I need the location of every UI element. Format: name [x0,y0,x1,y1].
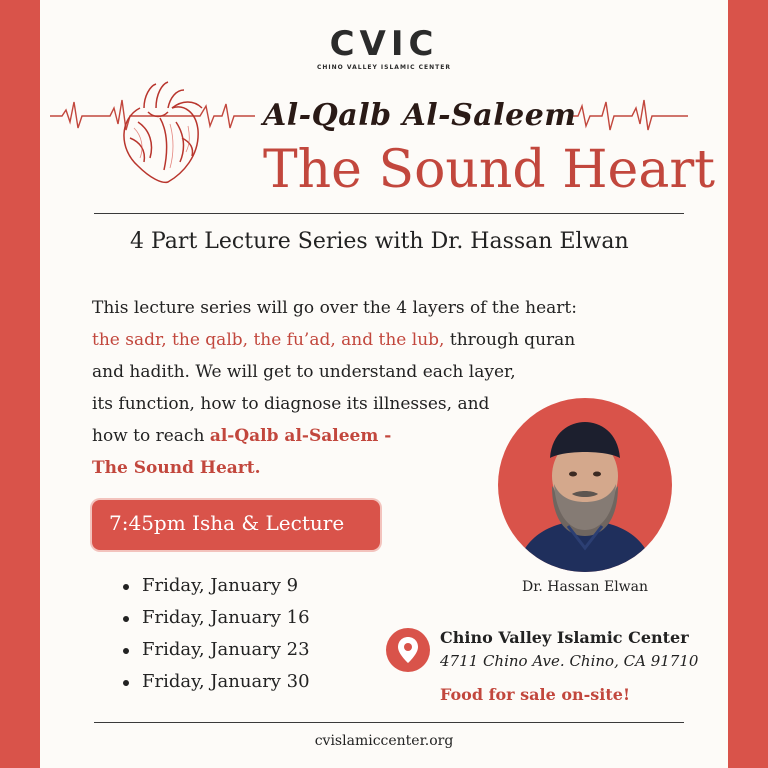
divider-bottom [94,722,684,723]
description-line: and hadith. We will get to understand each layer, [92,362,516,382]
logo-mark: CVIC [329,24,439,64]
heart-layers-text: the sadr, the qalb, the fu’ad, and the lub, [92,330,445,350]
series-subtitle: 4 Part Lecture Series with Dr. Hassan Elwan [130,229,629,254]
location-pin-icon [386,628,430,672]
series-script-title: Al-Qalb Al-Saleem [263,98,577,133]
venue-address: 4711 Chino Ave. Chino, CA 91710 [440,652,699,670]
speaker-photo [498,398,672,572]
list-item: Friday, January 9 [120,570,310,602]
cvic-logo [0,26,768,71]
highlight-text: al-Qalb al-Saleem - [209,426,392,446]
description-line: its function, how to diagnose its illnesses, and [92,394,490,414]
venue-name: Chino Valley Islamic Center [440,628,689,647]
description-line [92,324,612,356]
list-item: Friday, January 30 [120,666,310,698]
time-badge [92,500,380,550]
heart-anatomy-icon [110,78,210,188]
website-link[interactable]: cvislamiccenter.org [314,733,454,749]
heartbeat-line-icon [568,96,688,136]
lecture-dates-list [120,570,310,698]
list-item: Friday, January 16 [120,602,310,634]
right-border-band [728,0,768,768]
description-line: This lecture series will go over the 4 layers of the heart: [92,298,577,318]
left-border-band [0,0,40,768]
speaker-portrait-illustration [498,398,672,572]
list-item: Friday, January 23 [120,634,310,666]
divider-top [94,213,684,214]
logo-subtitle: CHINO VALLEY ISLAMIC CENTER [317,64,451,71]
description-text: through quran [444,330,576,350]
highlight-text: The Sound Heart. [92,458,261,478]
food-note: Food for sale on-site! [440,685,630,704]
time-badge-label: 7:45pm Isha & Lecture [109,511,345,535]
series-main-title: The Sound Heart [263,140,716,200]
description-text: how to reach [92,426,210,446]
speaker-name: Dr. Hassan Elwan [521,579,649,595]
